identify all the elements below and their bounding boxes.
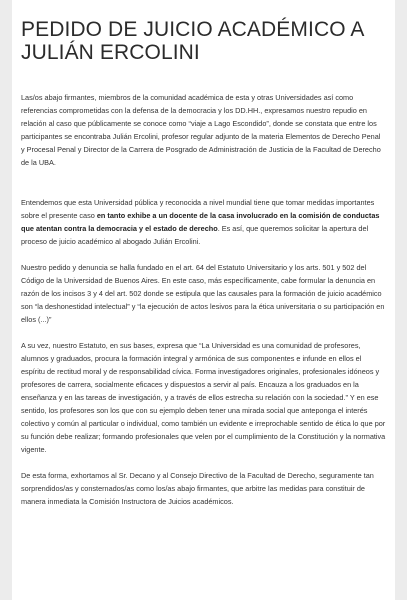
page-title: PEDIDO DE JUICIO ACADÉMICO A JULIÁN ERCOLINI xyxy=(21,18,364,64)
paragraph-request-bold: en tanto exhibe a un docente de la casa involucrado en la comisión de conductas que atentan contra la democracia y el estado de derecho xyxy=(21,211,380,233)
paragraph-statute: A su vez, nuestro Estatuto, en sus bases, expresa que “La Universidad es una comunidad de profesores, alumnos y graduados, procura la formación integral y armónica de sus componentes e infunde en ellos el espíritu de rectitud moral y de responsabilidad cívica. Forma investigadores originales, profesionales idóneos y profesores de carrera, socialmente eficaces y dispuestos a servir al país. Encauza a los graduados en la enseñanza y en las tareas de investigación, y a través de ellos estrecha su relación con la sociedad.” Y en ese sentido, los profesores son los que con su ejemplo deben tener una mirada social que anteponga el interés colectivo y común al particular o individual, como también un evidente e irreprochable sentido de ética lo que por su función debe realizar; formando profesionales que velen por el cumplimiento de la Constitución y la normativa vigente. xyxy=(21,341,386,454)
paragraph-exhortation: De esta forma, exhortamos al Sr. Decano y al Consejo Directivo de la Facultad de Derecho, seguramente tan sorprendidos/as y consternados/as como los/as abajo firmantes, que arbitre las medidas para constituir de manera inmediata la Comisión Instructora de Juicios académicos. xyxy=(21,471,374,506)
paragraph-legal-basis: Nuestro pedido y denuncia se halla fundado en el art. 64 del Estatuto Universitario y los arts. 501 y 502 del Código de la Universidad de Buenos Aires. En este caso, más específicamente, cabe formular la denuncia en razón de los incisos 3 y 4 del art. 502 donde se estipula que las causales para la formación de juicio académico son “la deshonestidad intelectual” y “la ejecución de actos lesivos para la ética universitaria o su participación en ellos (...)” xyxy=(21,263,385,324)
document-card xyxy=(12,0,395,600)
paragraph-signatories: Las/os abajo firmantes, miembros de la comunidad académica de esta y otras Universidades así como referencias comprometidas con la defensa de la democracia y los DD.HH., expresamos nuestro repudio en relación al caso que públicamente se conoce como “viaje a Lago Escondido”, donde se constata que entre los participantes se encontraba Julián Ercolini, profesor regular adjunto de la materia Elementos de Derecho Penal y Procesal Penal y Director de la Carrera de Posgrado de Administración de Justicia de la Facultad de Derecho de la UBA. xyxy=(21,93,381,167)
paragraph-request-text-a: Entendemos que esta Universidad pública y reconocida a nivel mundial tiene que tomar medidas importantes sobre el presente caso xyxy=(21,198,375,220)
paragraph-request-text-b: . Es así, que queremos solicitar la apertura del proceso de juicio académico al abogado Julián Ercolini. xyxy=(21,224,369,246)
paragraph-request xyxy=(21,196,386,248)
